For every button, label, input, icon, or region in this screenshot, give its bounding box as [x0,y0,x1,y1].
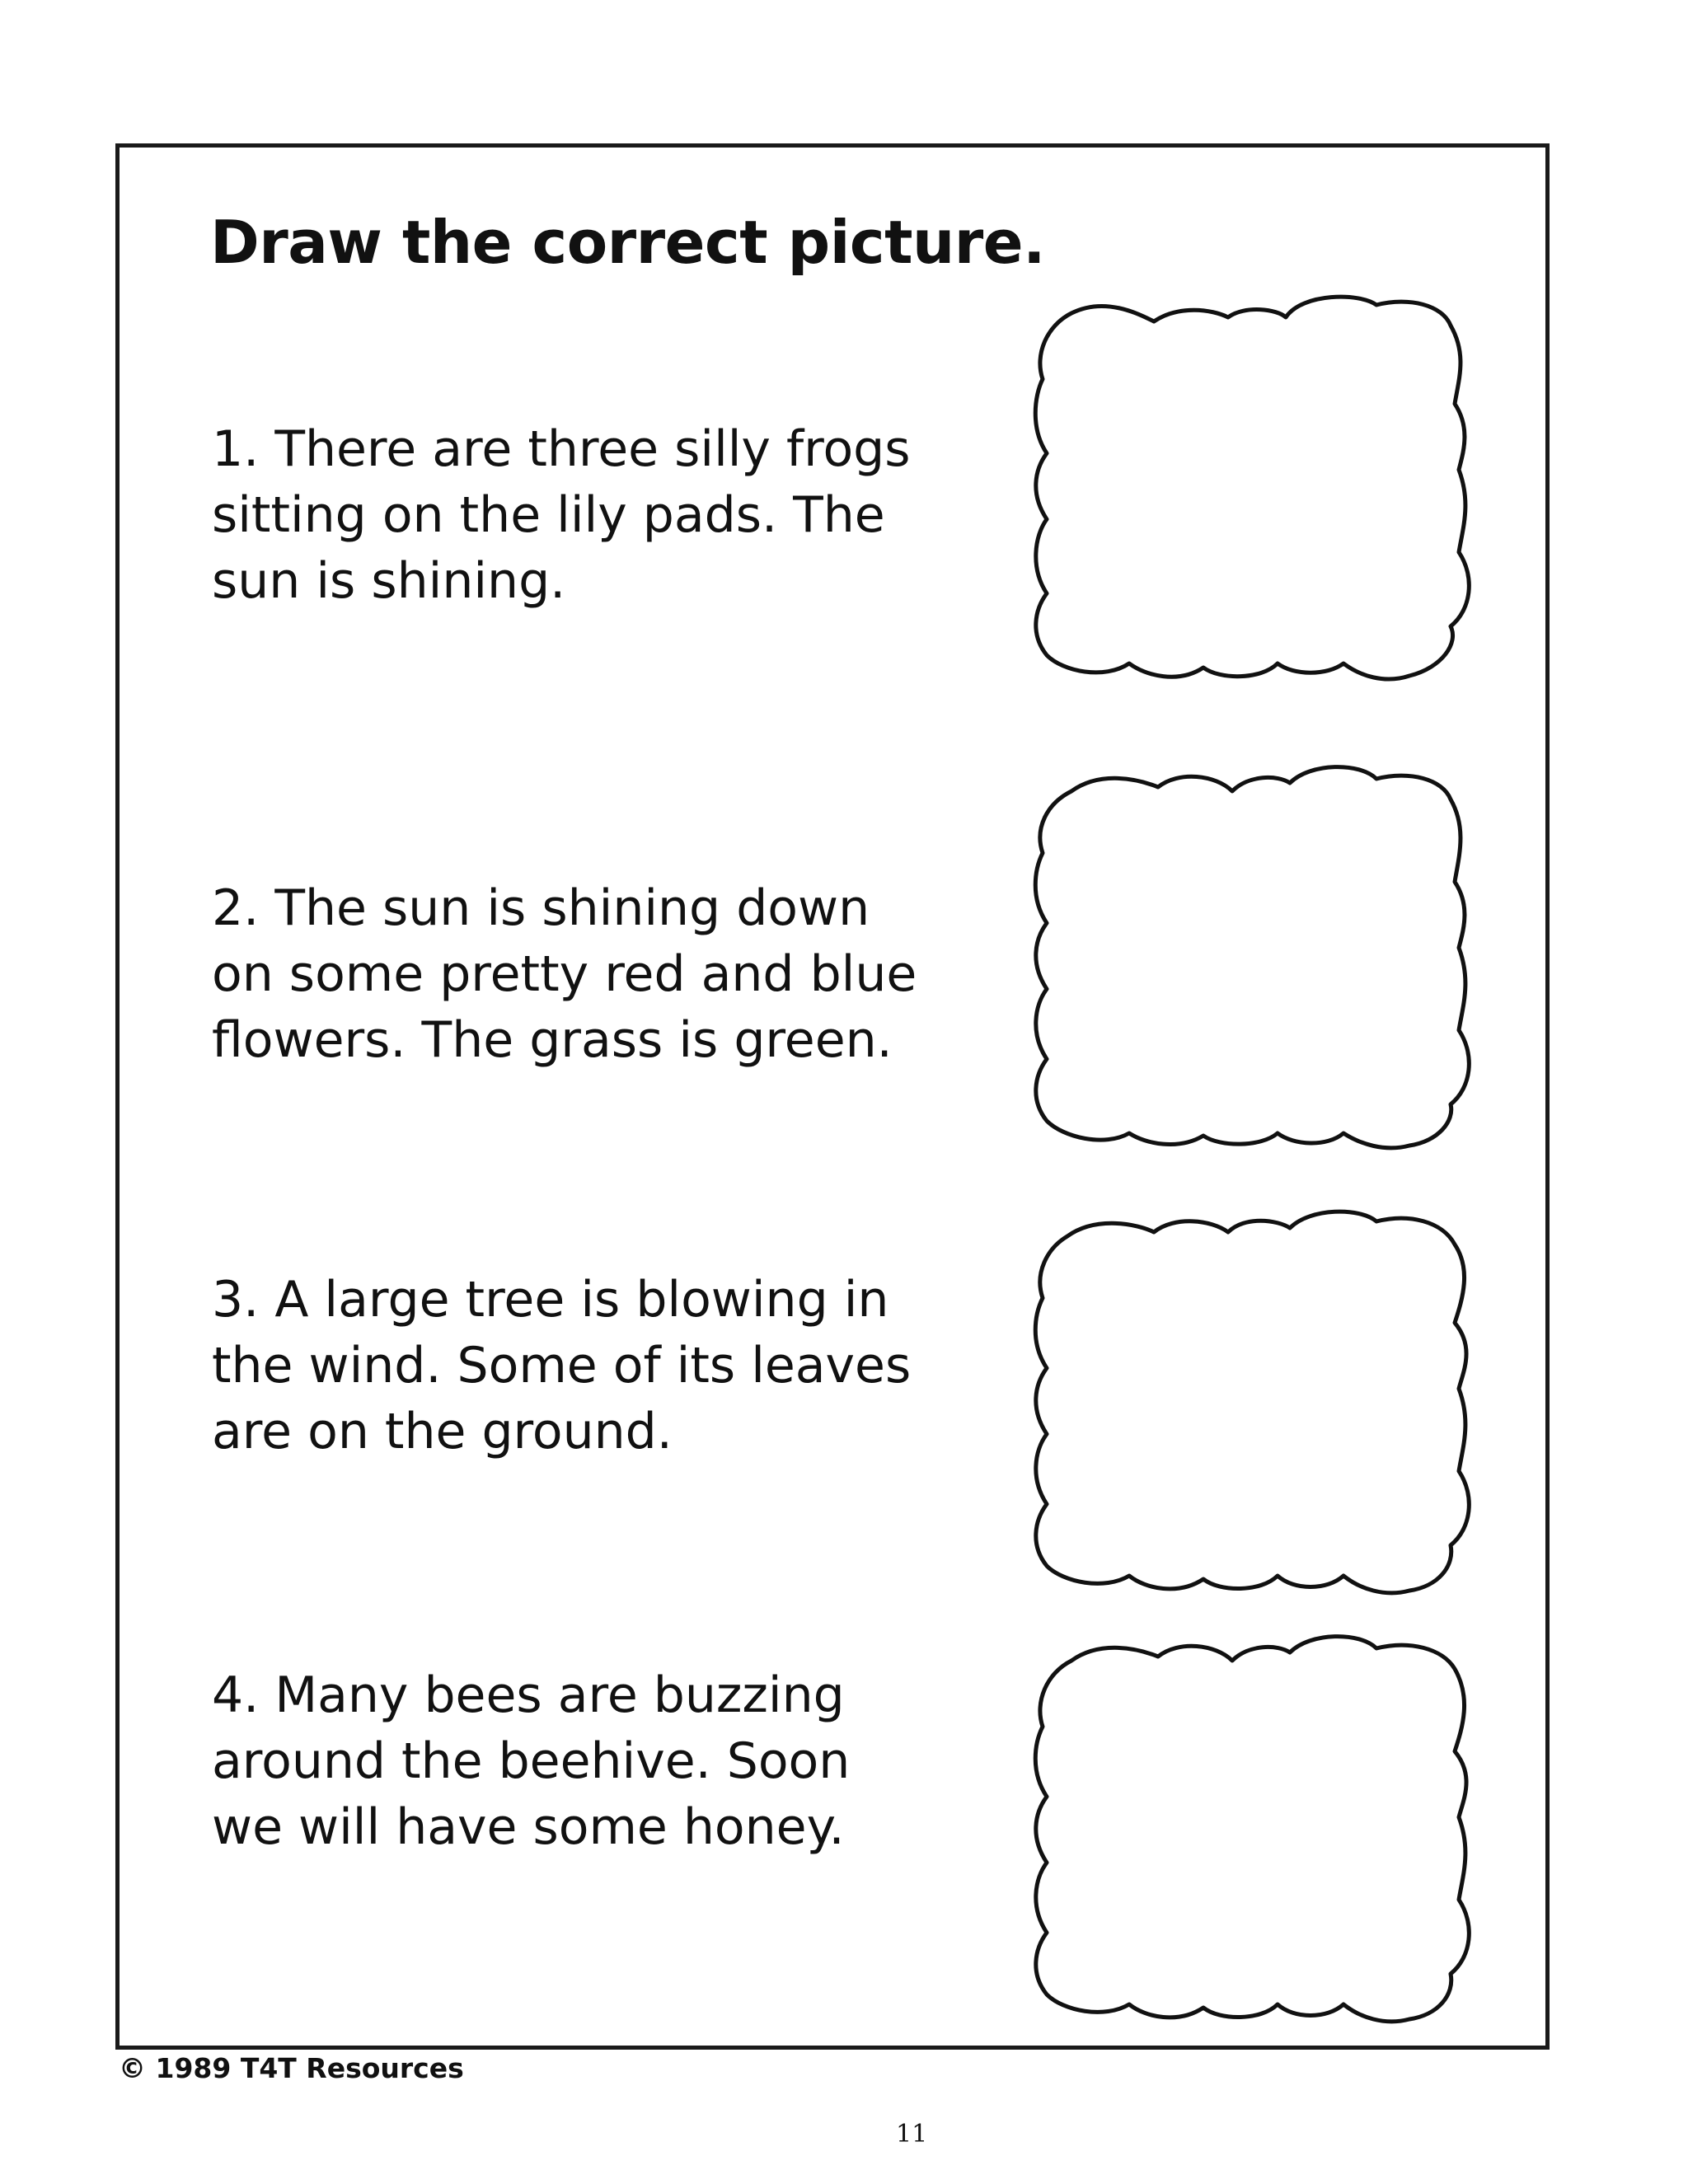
worksheet-title: Draw the correct picture. [210,208,1045,277]
sentence-line: are on the ground. [212,1403,673,1460]
drawing-box-2[interactable] [1014,758,1475,1154]
sentence-line: 3. A large tree is blowing in [212,1271,889,1329]
cloud-frame-icon [1014,1632,1475,2027]
sentence-line: flowers. The grass is green. [212,1011,893,1069]
cloud-frame-icon [1014,758,1475,1154]
copyright-notice: © 1989 T4T Resources [119,2052,464,2084]
drawing-box-1[interactable] [1014,288,1475,684]
cloud-frame-icon [1014,1203,1475,1599]
sentence-line: the wind. Some of its leaves [212,1337,912,1394]
sentence-line: we will have some honey. [212,1798,845,1856]
drawing-box-3[interactable] [1014,1203,1475,1599]
sentence-line: 4. Many bees are buzzing [212,1666,845,1724]
sentence-item-1 [212,416,1003,614]
cloud-frame-icon [1014,288,1475,684]
sentence-line: 1. There are three silly frogs [212,420,911,478]
page-number: 11 [896,2120,928,2149]
drawing-box-4[interactable] [1014,1632,1475,2027]
sentence-line: on some pretty red and blue [212,945,917,1003]
sentence-item-3 [212,1267,1003,1465]
sentence-line: around the beehive. Soon [212,1732,851,1790]
sentence-item-2 [212,875,1003,1073]
sentence-line: sitting on the lily pads. The [212,486,885,544]
sentence-item-4 [212,1662,1003,1860]
sentence-line: 2. The sun is shining down [212,879,870,937]
sentence-line: sun is shining. [212,552,566,610]
